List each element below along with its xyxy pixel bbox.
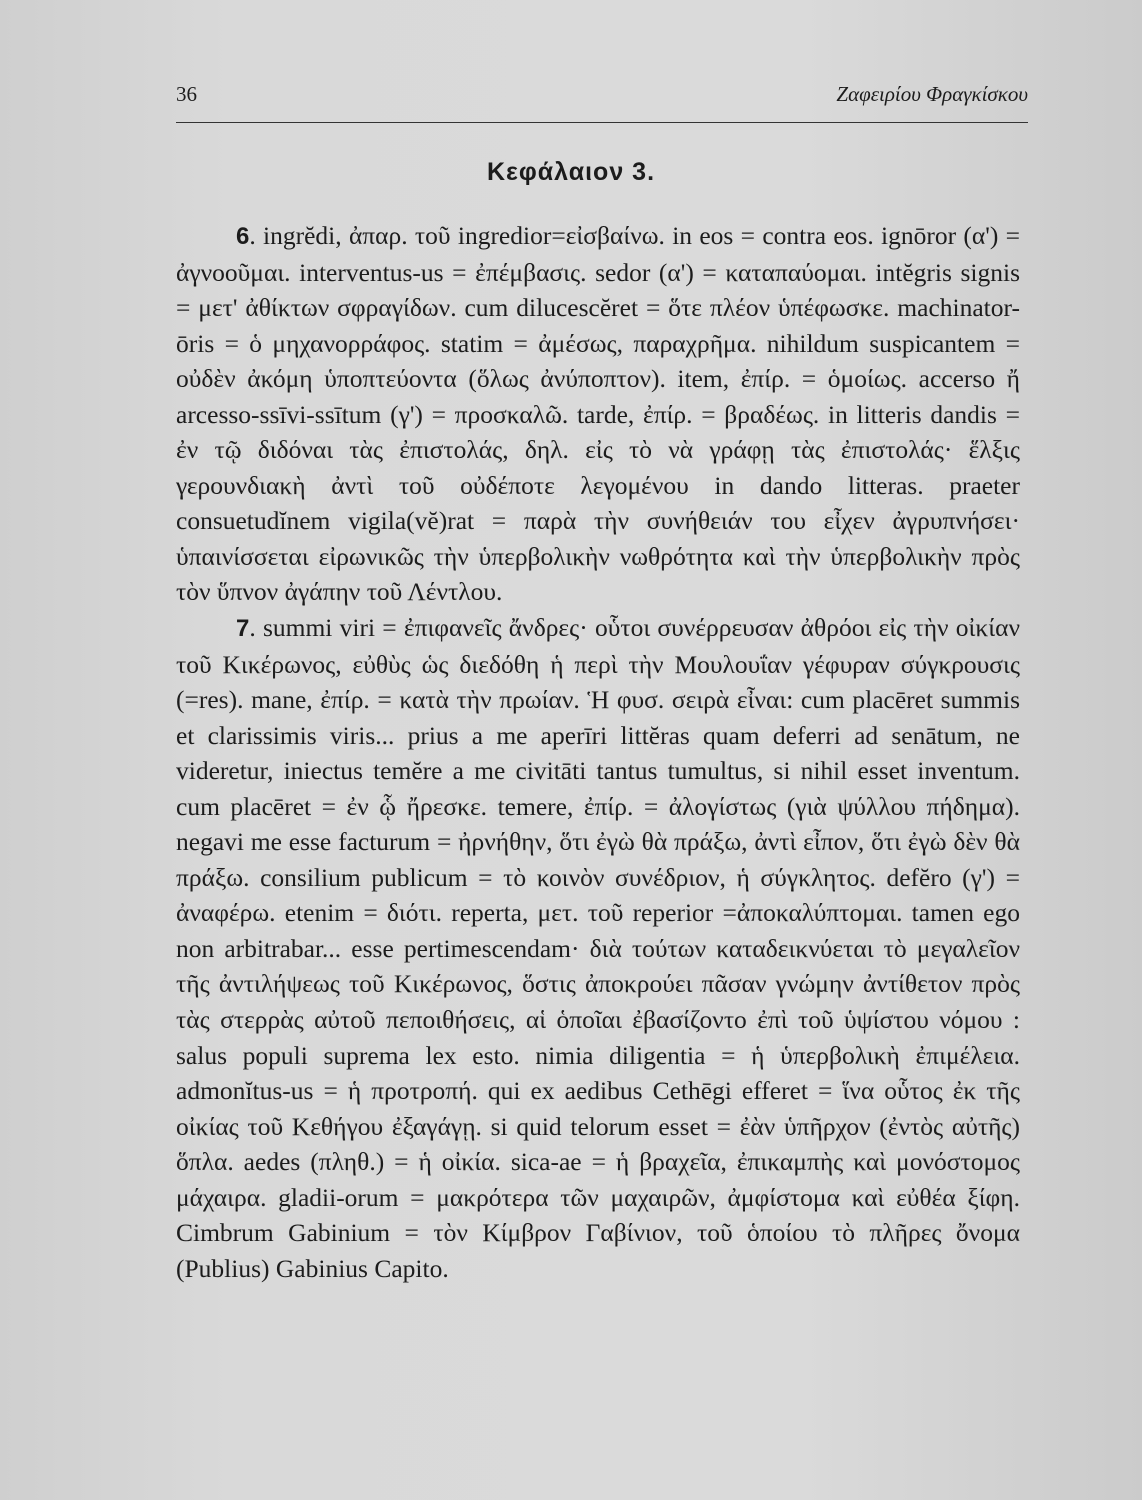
section-number: 7	[236, 615, 250, 643]
page-header	[176, 82, 1028, 123]
section-text: . ingrĕdi, ἀπαρ. τοῦ ingredior=εἰσβαίνω. in eos = contra eos. ignōror (α') = ἀγνοοῦμαι. interventus-us = ἐπέμβασις. sedor (α') = καταπαύομαι. intĕgris signis = μετ' ἀθίκτων σφραγίδων. cum dilucescĕret = ὅτε πλέον ὑπέφωσκε. machinator-ōris = ὁ μηχανορράφος. statim = ἀμέσως, παραχρῆμα. nihildum suspicantem = οὐδὲν ἀκόμη ὑποπτεύοντα (ὅλως ἀνύποπτον). item, ἐπίρ. = ὁμοίως. accerso ἤ arcesso-ssīvi-ssītum (γ') = προσκαλῶ. tarde, ἐπίρ. = βραδέως. in litteris dandis = ἐν τῷ διδόναι τὰς ἐπιστολάς, δηλ. εἰς τὸ νὰ γράφῃ τὰς ἐπιστολάς· ἕλξις γερουνδιακὴ ἀντὶ τοῦ οὐδέποτε λεγομένου in dando litteras. praeter consuetudĭnem vigila(vĕ)rat = παρὰ τὴν συνήθειάν του εἶχεν ἀγρυπνήσει· ὑπαινίσσεται εἰρωνικῶς τὴν ὑπερβολικὴν νωθρότητα καὶ τὴν ὑπερβολικὴν πρὸς τὸν ὕπνον ἀγάπην τοῦ Λέντλου.	[176, 221, 1020, 607]
section-text: . summi viri = ἐπιφανεῖς ἄνδρες· οὗτοι συνέρρευσαν ἀθρόοι εἰς τὴν οἰκίαν τοῦ Κικέρωνος, εὐθὺς ὡς διεδόθη ἡ περὶ τὴν Μουλουΐαν γέφυραν σύγκρουσις (=res). mane, ἐπίρ. = κατὰ τὴν πρωίαν. Ἡ φυσ. σειρὰ εἶναι: cum placēret summis et clarissimis viris... prius a me aperīri littĕras quam deferri ad senātum, ne videretur, iniectus temĕre a me civitāti tantus tumultus, si nihil esset inventum. cum placēret = ἐν ᾧ ἤρεσκε. temere, ἐπίρ. = ἀλογίστως (γιὰ ψύλλου πήδημα). negavi me esse facturum = ἠρνήθην, ὅτι ἐγὼ θὰ πράξω, ἀντὶ εἶπον, ὅτι ἐγὼ δὲν θὰ πράξω. consilium publicum = τὸ κοινὸν συνέδριον, ἡ σύγκλητος. defĕro (γ') = ἀναφέρω. etenim = διότι. reperta, μετ. τοῦ reperior =ἀποκαλύπτομαι. tamen ego non arbitrabar... esse pertimescendam· διὰ τούτων καταδεικνύεται τὸ μεγαλεῖον τῆς ἀντιλήψεως τοῦ Κικέρωνος, ὅστις ἀποκρούει πᾶσαν γνώμην ἀντίθετον πρὸς τὰς στερρὰς αὐτοῦ πεποιθήσεις, αἱ ὁποῖαι ἐβασίζοντο ἐπὶ τοῦ ὑψίστου νόμου : salus populi suprema lex esto. nimia diligentia = ἡ ὑπερβολικὴ ἐπιμέλεια. admonĭtus-us = ἡ προτροπή. qui ex aedibus Cethēgi efferet = ἵνα οὗτος ἐκ τῆς οἰκίας τοῦ Κεθήγου ἐξαγάγῃ. si quid telorum esset = ἐὰν ὑπῆρχον (ἐντὸς αὐτῆς) ὅπλα. aedes (πληθ.) = ἡ οἰκία. sica-ae = ἡ βραχεῖα, ἐπικαμπὴς καὶ μονόστομος μάχαιρα. gladii-orum = μακρότερα τῶν μαχαιρῶν, ἀμφίστομα καὶ εὐθέα ξίφη. Cimbrum Gabinium = τὸν Κίμβρον Γαβίνιον, τοῦ ὁποίου τὸ πλῆρες ὄνομα (Publius) Gabinius Capito.	[176, 613, 1020, 1283]
section-paragraph-6	[176, 218, 1020, 610]
chapter-title: Κεφάλαιον 3.	[486, 158, 656, 186]
running-title: Ζαφειρίου Φραγκίσκου	[836, 82, 1028, 106]
body-text	[176, 218, 1020, 1286]
section-paragraph-7	[176, 610, 1020, 1286]
page-number: 36	[176, 82, 197, 106]
section-number: 6	[236, 223, 250, 250]
